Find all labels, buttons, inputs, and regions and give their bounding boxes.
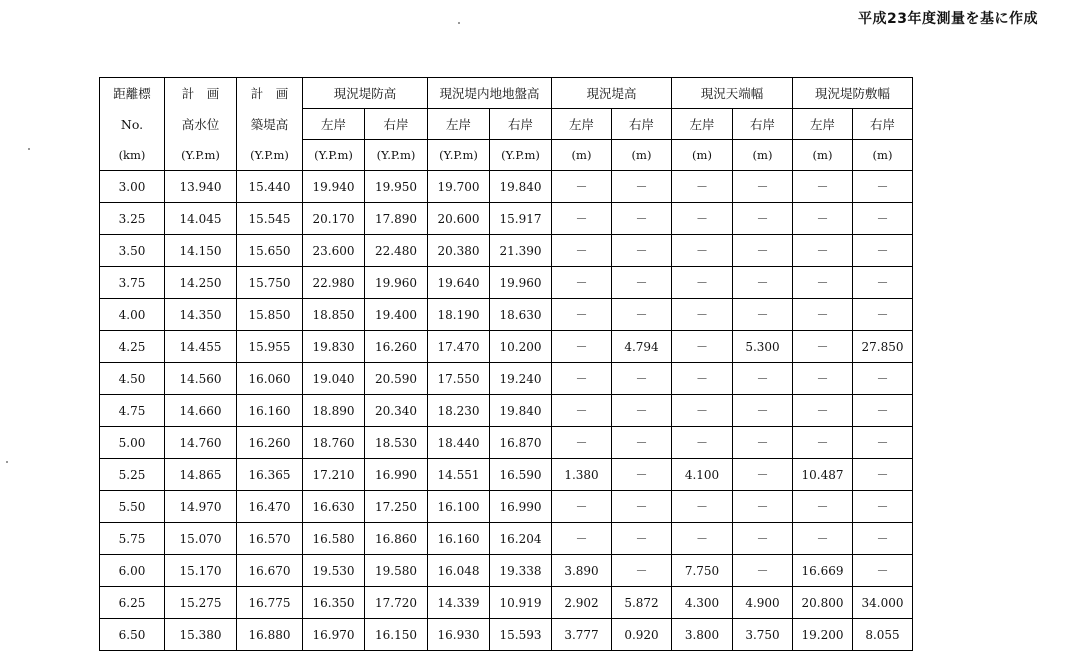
table-cell: － [612, 555, 672, 587]
table-cell: 14.551 [428, 459, 490, 491]
header-right-bank: 右岸 [612, 109, 672, 140]
header-crown-height: 現況堤高 [552, 78, 672, 109]
table-cell: 16.160 [428, 523, 490, 555]
table-cell: 20.590 [365, 363, 428, 395]
table-cell: 14.150 [165, 235, 237, 267]
table-cell: 19.950 [365, 171, 428, 203]
header-left-bank: 左岸 [428, 109, 490, 140]
header-base-width: 現況堤防敷幅 [793, 78, 913, 109]
table-cell: 19.830 [303, 331, 365, 363]
table-cell: 34.000 [853, 587, 913, 619]
scan-speck [6, 461, 8, 463]
table-cell: 19.240 [490, 363, 552, 395]
table-cell: 16.930 [428, 619, 490, 651]
station-cell: 5.25 [100, 459, 165, 491]
table-cell: 20.800 [793, 587, 853, 619]
header-row [100, 140, 913, 171]
table-row [100, 491, 913, 523]
table-cell: 19.580 [365, 555, 428, 587]
table-cell: 16.970 [303, 619, 365, 651]
table-cell: 19.960 [365, 267, 428, 299]
station-cell: 6.00 [100, 555, 165, 587]
table-cell: － [612, 235, 672, 267]
table-cell: － [853, 299, 913, 331]
table-body [100, 171, 913, 651]
table-cell: － [853, 395, 913, 427]
table-cell: － [853, 427, 913, 459]
table-cell: － [552, 427, 612, 459]
table-cell: 22.480 [365, 235, 428, 267]
table-cell: － [793, 331, 853, 363]
table-cell: 15.593 [490, 619, 552, 651]
header-no: No. [100, 109, 165, 140]
table-cell: － [672, 235, 733, 267]
table-cell: 17.250 [365, 491, 428, 523]
table-cell: 16.570 [237, 523, 303, 555]
table-cell: 16.670 [237, 555, 303, 587]
table-cell: 17.890 [365, 203, 428, 235]
header-left-bank: 左岸 [793, 109, 853, 140]
table-cell: 0.920 [612, 619, 672, 651]
table-cell: 20.170 [303, 203, 365, 235]
station-cell: 4.75 [100, 395, 165, 427]
table-cell: － [853, 267, 913, 299]
table-cell: 3.800 [672, 619, 733, 651]
table-cell: 15.750 [237, 267, 303, 299]
table-cell: 1.380 [552, 459, 612, 491]
table-row [100, 171, 913, 203]
header-unit: (Y.P.m) [490, 140, 552, 171]
levee-survey-table [99, 77, 913, 651]
header-unit: (Y.P.m) [365, 140, 428, 171]
table-cell: 19.840 [490, 171, 552, 203]
table-row [100, 587, 913, 619]
table-cell: － [793, 171, 853, 203]
table-cell: － [552, 171, 612, 203]
table-cell: 23.600 [303, 235, 365, 267]
header-right-bank: 右岸 [365, 109, 428, 140]
header-levee: 築堤高 [237, 109, 303, 140]
table-cell: － [733, 299, 793, 331]
table-cell: － [612, 395, 672, 427]
table-cell: 3.750 [733, 619, 793, 651]
table-cell: 16.365 [237, 459, 303, 491]
header-right-bank: 右岸 [853, 109, 913, 140]
table-cell: 18.890 [303, 395, 365, 427]
table-cell: － [733, 491, 793, 523]
table-cell: － [612, 427, 672, 459]
table-cell: 16.630 [303, 491, 365, 523]
table-cell: 17.720 [365, 587, 428, 619]
table-cell: 20.380 [428, 235, 490, 267]
table-cell: 19.960 [490, 267, 552, 299]
table-cell: － [672, 203, 733, 235]
table-cell: 16.880 [237, 619, 303, 651]
table-row [100, 523, 913, 555]
table-cell: － [672, 491, 733, 523]
table-cell: － [853, 491, 913, 523]
table-cell: 14.339 [428, 587, 490, 619]
table-cell: － [853, 363, 913, 395]
table-cell: － [672, 331, 733, 363]
table-cell: － [672, 267, 733, 299]
table-cell: － [733, 427, 793, 459]
station-cell: 6.50 [100, 619, 165, 651]
table-cell: － [733, 203, 793, 235]
table-cell: 19.040 [303, 363, 365, 395]
header-unit: (Y.P.m) [428, 140, 490, 171]
table-cell: 15.955 [237, 331, 303, 363]
table-cell: 3.890 [552, 555, 612, 587]
table-cell: 16.048 [428, 555, 490, 587]
table-cell: 17.470 [428, 331, 490, 363]
header-inland-ground: 現況堤内地地盤高 [428, 78, 552, 109]
table-cell: － [793, 395, 853, 427]
header-unit: (Y.P.m) [165, 140, 237, 171]
table-cell: 15.275 [165, 587, 237, 619]
table-cell: － [672, 299, 733, 331]
table-cell: 18.230 [428, 395, 490, 427]
table-cell: 20.340 [365, 395, 428, 427]
station-cell: 3.50 [100, 235, 165, 267]
table-cell: － [612, 459, 672, 491]
station-cell: 5.00 [100, 427, 165, 459]
header-unit: (Y.P.m) [237, 140, 303, 171]
table-cell: 4.900 [733, 587, 793, 619]
table-cell: 15.440 [237, 171, 303, 203]
table-row [100, 619, 913, 651]
table-cell: － [552, 235, 612, 267]
table-cell: 10.487 [793, 459, 853, 491]
table-row [100, 427, 913, 459]
table-cell: － [853, 459, 913, 491]
table-cell: 14.455 [165, 331, 237, 363]
table-row [100, 395, 913, 427]
table-cell: － [793, 235, 853, 267]
table-cell: 16.060 [237, 363, 303, 395]
station-cell: 5.50 [100, 491, 165, 523]
table-cell: 16.860 [365, 523, 428, 555]
station-cell: 5.75 [100, 523, 165, 555]
table-cell: 16.775 [237, 587, 303, 619]
table-cell: 18.630 [490, 299, 552, 331]
table-cell: 15.380 [165, 619, 237, 651]
header-unit: (m) [733, 140, 793, 171]
table-cell: 3.777 [552, 619, 612, 651]
table-cell: 5.300 [733, 331, 793, 363]
table-row [100, 203, 913, 235]
table-cell: － [793, 491, 853, 523]
table-cell: 15.070 [165, 523, 237, 555]
table-cell: 10.919 [490, 587, 552, 619]
table-cell: － [733, 235, 793, 267]
table-cell: 13.940 [165, 171, 237, 203]
table-cell: 17.210 [303, 459, 365, 491]
table-cell: 19.200 [793, 619, 853, 651]
table-cell: － [853, 555, 913, 587]
table-cell: 2.902 [552, 587, 612, 619]
scan-speck [458, 22, 460, 24]
table-cell: － [552, 523, 612, 555]
table-cell: － [733, 555, 793, 587]
table-cell: － [552, 299, 612, 331]
table-row [100, 555, 913, 587]
header-left-bank: 左岸 [552, 109, 612, 140]
table-cell: － [672, 395, 733, 427]
table-cell: － [612, 299, 672, 331]
table-cell: － [552, 491, 612, 523]
table-cell: － [733, 267, 793, 299]
table-row [100, 459, 913, 491]
header-row [100, 78, 913, 109]
table-cell: － [853, 235, 913, 267]
table-cell: 16.669 [793, 555, 853, 587]
header-station: 距離標 [100, 78, 165, 109]
table-cell: － [853, 203, 913, 235]
table-cell: 16.990 [365, 459, 428, 491]
table-cell: － [552, 395, 612, 427]
header-crest-width: 現況天端幅 [672, 78, 793, 109]
table-cell: 16.580 [303, 523, 365, 555]
table-cell: － [672, 171, 733, 203]
table-cell: 18.440 [428, 427, 490, 459]
table-cell: 16.350 [303, 587, 365, 619]
table-row [100, 267, 913, 299]
table-cell: 14.865 [165, 459, 237, 491]
table-cell: － [793, 267, 853, 299]
table-row [100, 299, 913, 331]
table-cell: 16.990 [490, 491, 552, 523]
table-cell: 16.260 [365, 331, 428, 363]
header-hwl: 高水位 [165, 109, 237, 140]
header-unit: (km) [100, 140, 165, 171]
table-cell: － [853, 523, 913, 555]
table-cell: 18.850 [303, 299, 365, 331]
table-cell: 15.850 [237, 299, 303, 331]
table-cell: － [552, 363, 612, 395]
table-cell: 16.470 [237, 491, 303, 523]
table-cell: 22.980 [303, 267, 365, 299]
header-right-bank: 右岸 [733, 109, 793, 140]
table-cell: 16.260 [237, 427, 303, 459]
header-unit: (m) [793, 140, 853, 171]
table-cell: － [552, 267, 612, 299]
table-cell: 14.760 [165, 427, 237, 459]
table-cell: 16.590 [490, 459, 552, 491]
station-cell: 4.50 [100, 363, 165, 395]
table-cell: 18.530 [365, 427, 428, 459]
header-levee-height: 現況堤防高 [303, 78, 428, 109]
table-cell: － [793, 299, 853, 331]
table-cell: 19.338 [490, 555, 552, 587]
station-cell: 6.25 [100, 587, 165, 619]
table-cell: 14.970 [165, 491, 237, 523]
table-cell: － [672, 427, 733, 459]
table-cell: 15.545 [237, 203, 303, 235]
header-plan-levee: 計 画 [237, 78, 303, 109]
table-cell: － [793, 427, 853, 459]
table-cell: 5.872 [612, 587, 672, 619]
table-cell: 19.530 [303, 555, 365, 587]
table-cell: 14.250 [165, 267, 237, 299]
header-unit: (m) [612, 140, 672, 171]
table-cell: 19.700 [428, 171, 490, 203]
scan-speck [28, 148, 30, 150]
document-note: 平成23年度測量を基に作成 [858, 11, 1038, 27]
table-cell: 15.170 [165, 555, 237, 587]
table-cell: 19.940 [303, 171, 365, 203]
table-cell: 4.300 [672, 587, 733, 619]
table-cell: 15.650 [237, 235, 303, 267]
table-cell: 18.190 [428, 299, 490, 331]
table-cell: 17.550 [428, 363, 490, 395]
table-cell: 10.200 [490, 331, 552, 363]
table-cell: 14.660 [165, 395, 237, 427]
table-cell: 16.150 [365, 619, 428, 651]
table-cell: － [793, 203, 853, 235]
table-cell: － [853, 171, 913, 203]
table-cell: 21.390 [490, 235, 552, 267]
table-cell: 27.850 [853, 331, 913, 363]
table-cell: － [793, 363, 853, 395]
station-cell: 4.00 [100, 299, 165, 331]
station-cell: 3.75 [100, 267, 165, 299]
table-cell: 16.100 [428, 491, 490, 523]
table-row [100, 331, 913, 363]
table-cell: － [612, 171, 672, 203]
table-cell: － [733, 395, 793, 427]
table-cell: 14.560 [165, 363, 237, 395]
table-cell: － [612, 523, 672, 555]
table-cell: 14.045 [165, 203, 237, 235]
table-cell: 8.055 [853, 619, 913, 651]
header-row [100, 109, 913, 140]
header-left-bank: 左岸 [303, 109, 365, 140]
header-unit: (m) [853, 140, 913, 171]
table-cell: 4.794 [612, 331, 672, 363]
table-cell: － [552, 203, 612, 235]
table-cell: 14.350 [165, 299, 237, 331]
table-cell: 19.640 [428, 267, 490, 299]
table-cell: 18.760 [303, 427, 365, 459]
table-cell: 15.917 [490, 203, 552, 235]
table-cell: 19.400 [365, 299, 428, 331]
table-row [100, 235, 913, 267]
header-right-bank: 右岸 [490, 109, 552, 140]
table-cell: － [733, 459, 793, 491]
header-plan-hwl: 計 画 [165, 78, 237, 109]
table-cell: 20.600 [428, 203, 490, 235]
table-cell: 19.840 [490, 395, 552, 427]
table-cell: － [733, 171, 793, 203]
station-cell: 3.25 [100, 203, 165, 235]
header-unit: (m) [672, 140, 733, 171]
table-cell: － [612, 491, 672, 523]
table-cell: － [612, 203, 672, 235]
station-cell: 4.25 [100, 331, 165, 363]
table-cell: 16.870 [490, 427, 552, 459]
header-left-bank: 左岸 [672, 109, 733, 140]
table-cell: 16.160 [237, 395, 303, 427]
table-cell: － [672, 363, 733, 395]
table-row [100, 363, 913, 395]
table-cell: － [612, 267, 672, 299]
table-cell: － [793, 523, 853, 555]
table-cell: － [733, 523, 793, 555]
header-unit: (m) [552, 140, 612, 171]
table-cell: － [612, 363, 672, 395]
header-unit: (Y.P.m) [303, 140, 365, 171]
table-cell: 7.750 [672, 555, 733, 587]
table-cell: 4.100 [672, 459, 733, 491]
table-cell: － [733, 363, 793, 395]
table-cell: 16.204 [490, 523, 552, 555]
station-cell: 3.00 [100, 171, 165, 203]
table-cell: － [672, 523, 733, 555]
table-cell: － [552, 331, 612, 363]
